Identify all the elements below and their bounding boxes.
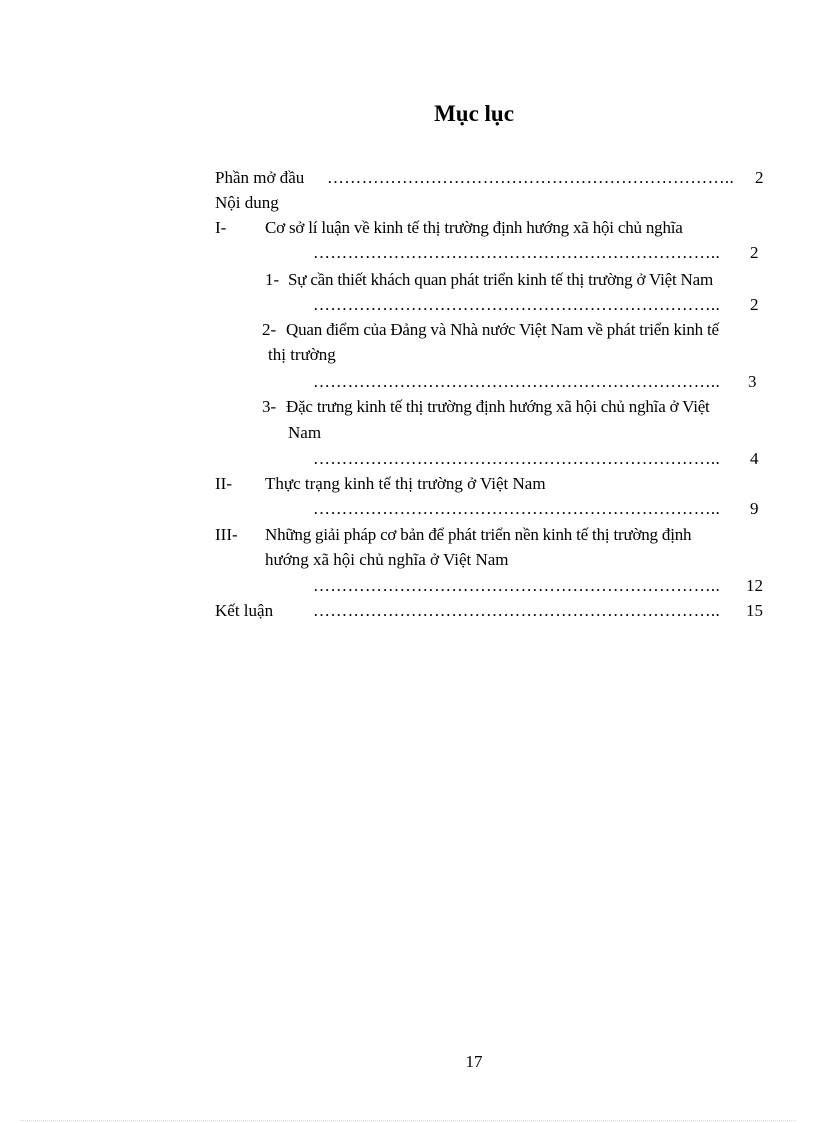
toc-conclusion-leader: …………………………………………………………….. <box>313 601 720 620</box>
toc-s1-3-label-line2[interactable]: Nam <box>288 423 322 442</box>
toc-conclusion-label[interactable]: Kết luận <box>215 601 274 620</box>
toc-s1-label[interactable]: Cơ sở lí luận về kinh tế thị trường định hướng xã hội chủ nghĩa <box>265 218 683 237</box>
toc-s3-label-line1[interactable]: Những giải pháp cơ bản để phát triển nền kinh tế thị trường định <box>265 525 692 544</box>
toc-conclusion-page: 15 <box>746 601 763 620</box>
toc-s1-2-label-line2[interactable]: thị trường <box>268 345 336 364</box>
toc-s1-2-page: 3 <box>748 372 757 391</box>
toc-s1-1-leader: …………………………………………………………….. <box>313 295 720 314</box>
page-bottom-rule <box>20 1120 796 1121</box>
toc-s1-1-page: 2 <box>750 295 759 314</box>
toc-s2-number: II- <box>215 474 232 493</box>
toc-s1-1-label[interactable]: Sự cần thiết khách quan phát triển kinh tế thị trường ở Việt Nam <box>288 270 713 289</box>
toc-intro-leader: …………………………………………………………….. <box>327 168 734 187</box>
toc-s3-label-line2[interactable]: hướng xã hội chủ nghĩa ở Việt Nam <box>265 550 509 569</box>
toc-content-label: Nội dung <box>215 193 279 212</box>
toc-s1-1-number: 1- <box>265 270 280 289</box>
toc-s1-3-number: 3- <box>262 397 277 416</box>
page-title: Mục lục <box>434 101 514 126</box>
toc-s1-2-number: 2- <box>262 320 277 339</box>
toc-s1-page: 2 <box>750 243 759 262</box>
toc-s3-number: III- <box>215 525 238 544</box>
toc-s2-page: 9 <box>750 499 759 518</box>
toc-s1-leader: …………………………………………………………….. <box>313 243 720 262</box>
toc-s3-leader: …………………………………………………………….. <box>313 576 720 595</box>
page-number: 17 <box>465 1052 483 1071</box>
toc-s1-3-page: 4 <box>750 449 759 468</box>
toc-s1-number: I- <box>215 218 227 237</box>
toc-s1-2-label-line1[interactable]: Quan điểm của Đảng và Nhà nước Việt Nam về phát triển kinh tế <box>286 320 719 339</box>
toc-s1-3-leader: …………………………………………………………….. <box>313 449 720 468</box>
toc-s2-label[interactable]: Thực trạng kinh tế thị trường ở Việt Nam <box>265 474 546 493</box>
toc-intro-page: 2 <box>755 168 764 187</box>
toc-s1-3-label-line1[interactable]: Đặc trưng kinh tế thị trường định hướng xã hội chủ nghĩa ở Việt <box>286 397 710 416</box>
toc-s3-page: 12 <box>746 576 763 595</box>
toc-s2-leader: …………………………………………………………….. <box>313 499 720 518</box>
toc-intro-label[interactable]: Phần mở đầu <box>215 168 305 187</box>
toc-s1-2-leader: …………………………………………………………….. <box>313 372 720 391</box>
